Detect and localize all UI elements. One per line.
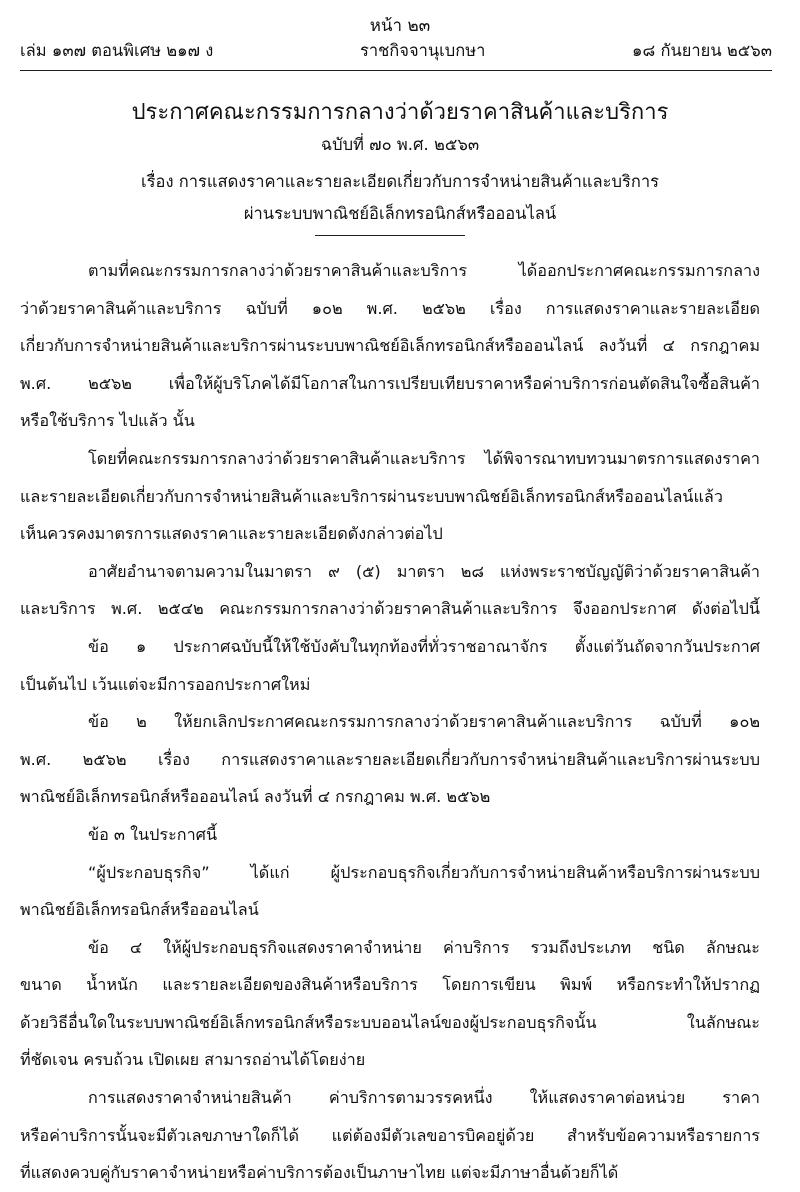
publication-name: ราชกิจจานุเบกษา xyxy=(359,41,486,60)
definition: “ผู้ประกอบธุรกิจ” ได้แก่ ผู้ประกอบธุรกิจเกี่ยวกับการจำหน่ายสินค้าหรือบริการผ่านระบบ xyxy=(88,862,760,882)
body-line: และบริการ พ.ศ. ๒๕๔๒ คณะกรรมการกลางว่าด้วยราคาสินค้าและบริการ จึงออกประกาศ ดังต่อไปนี้ xyxy=(20,599,760,619)
body-line: พาณิชย์อิเล็กทรอนิกส์หรือออนไลน์ xyxy=(20,900,259,920)
body-line: เกี่ยวกับการจำหน่ายสินค้าและบริการผ่านระบบพาณิชย์อิเล็กทรอนิกส์หรือออนไลน์ ลงวันที่ ๔ กรกฎาคม xyxy=(20,336,760,356)
page-number: หน้า ๒๓ xyxy=(369,16,431,36)
subject xyxy=(0,166,800,230)
clause-3: ข้อ ๓ ในประกาศนี้ xyxy=(88,824,218,844)
body-line: หรือค่าบริการนั้นจะมีตัวเลขภาษาใดก็ได้ แต่ต้องมีตัวเลขอารบิคอยู่ด้วย สำหรับข้อความหรือรายการ xyxy=(20,1125,760,1145)
clause-2: ข้อ ๒ ให้ยกเลิกประกาศคณะกรรมการกลางว่าด้วยราคาสินค้าและบริการ ฉบับที่ ๑๐๒ xyxy=(88,712,760,732)
clause-1: ข้อ ๑ ประกาศฉบับนี้ให้ใช้บังคับในทุกท้องที่ทั่วราชอาณาจักร ตั้งแต่วันถัดจากวันประกาศ xyxy=(88,636,760,656)
body-line: ที่แสดงควบคู่กับราคาจำหน่ายหรือค่าบริการต้องเป็นภาษาไทย แต่จะมีภาษาอื่นด้วยก็ได้ xyxy=(20,1163,619,1183)
body-line: หรือใช้บริการ ไปแล้ว นั้น xyxy=(20,411,195,431)
body-line: พ.ศ. ๒๕๖๒ เรื่อง การแสดงราคาและรายละเอียดเกี่ยวกับการจำหน่ายสินค้าและบริการผ่านระบบ xyxy=(20,749,760,769)
body-line: การแสดงราคาจำหน่ายสินค้า ค่าบริการตามวรรคหนึ่ง ให้แสดงราคาต่อหน่วย ราคา xyxy=(88,1088,760,1108)
document-body xyxy=(20,252,760,1192)
body-line: ด้วยวิธีอื่นใดในระบบพาณิชย์อิเล็กทรอนิกส์หรือระบบออนไลน์ของผู้ประกอบธุรกิจนั้น ในลักษณะ xyxy=(20,1012,760,1032)
body-line: เห็นควรคงมาตรการแสดงราคาและรายละเอียดดังกล่าวต่อไป xyxy=(20,524,443,544)
volume-info: เล่ม ๑๓๗ ตอนพิเศษ ๒๑๗ ง xyxy=(20,41,214,60)
announcement-title: ประกาศคณะกรรมการกลางว่าด้วยราคาสินค้าและบริการ xyxy=(131,100,669,125)
body-line: ที่ชัดเจน ครบถ้วน เปิดเผย สามารถอ่านได้โดยง่าย xyxy=(20,1050,366,1070)
body-line: ว่าด้วยราคาสินค้าและบริการ ฉบับที่ ๑๐๒ พ.ศ. ๒๕๖๒ เรื่อง การแสดงราคาและรายละเอียด xyxy=(20,298,760,318)
body-line: โดยที่คณะกรรมการกลางว่าด้วยราคาสินค้าและบริการ ได้พิจารณาทบทวนมาตรการแสดงราคา xyxy=(88,448,760,468)
title-divider xyxy=(315,235,465,236)
clause-4: ข้อ ๔ ให้ผู้ประกอบธุรกิจแสดงราคาจำหน่าย ค่าบริการ รวมถึงประเภท ชนิด ลักษณะ xyxy=(88,937,760,957)
subject-line-2: ผ่านระบบพาณิชย์อิเล็กทรอนิกส์หรือออนไลน์ xyxy=(243,204,557,223)
body-line: ตามที่คณะกรรมการกลางว่าด้วยราคาสินค้าและบริการ ได้ออกประกาศคณะกรรมการกลาง xyxy=(88,261,760,280)
body-line: พาณิชย์อิเล็กทรอนิกส์หรือออนไลน์ ลงวันที่ ๔ กรกฎาคม พ.ศ. ๒๕๖๒ xyxy=(20,787,491,807)
publication-date: ๑๘ กันยายน ๒๕๖๓ xyxy=(632,41,772,60)
gazette-header xyxy=(20,38,772,71)
body-line: ขนาด น้ำหนัก และรายละเอียดของสินค้าหรือบริการ โดยการเขียน พิมพ์ หรือกระทำให้ปรากฏ xyxy=(20,975,760,995)
body-line: และรายละเอียดเกี่ยวกับการจำหน่ายสินค้าและบริการผ่านระบบพาณิชย์อิเล็กทรอนิกส์หรือออนไลน์แล้ว xyxy=(20,486,723,506)
subject-line-1: เรื่อง การแสดงราคาและรายละเอียดเกี่ยวกับการจำหน่ายสินค้าและบริการ xyxy=(141,172,659,191)
body-line: อาศัยอำนาจตามความในมาตรา ๙ (๕) มาตรา ๒๘ แห่งพระราชบัญญัติว่าด้วยราคาสินค้า xyxy=(88,561,760,581)
body-line: พ.ศ. ๒๕๖๒ เพื่อให้ผู้บริโภคได้มีโอกาสในการเปรียบเทียบราคาหรือค่าบริการก่อนตัดสินใจซื้อสินค้า xyxy=(20,373,760,393)
body-line: เป็นต้นไป เว้นแต่จะมีการออกประกาศใหม่ xyxy=(20,674,311,694)
issue-number: ฉบับที่ ๗๐ พ.ศ. ๒๕๖๓ xyxy=(320,135,480,154)
